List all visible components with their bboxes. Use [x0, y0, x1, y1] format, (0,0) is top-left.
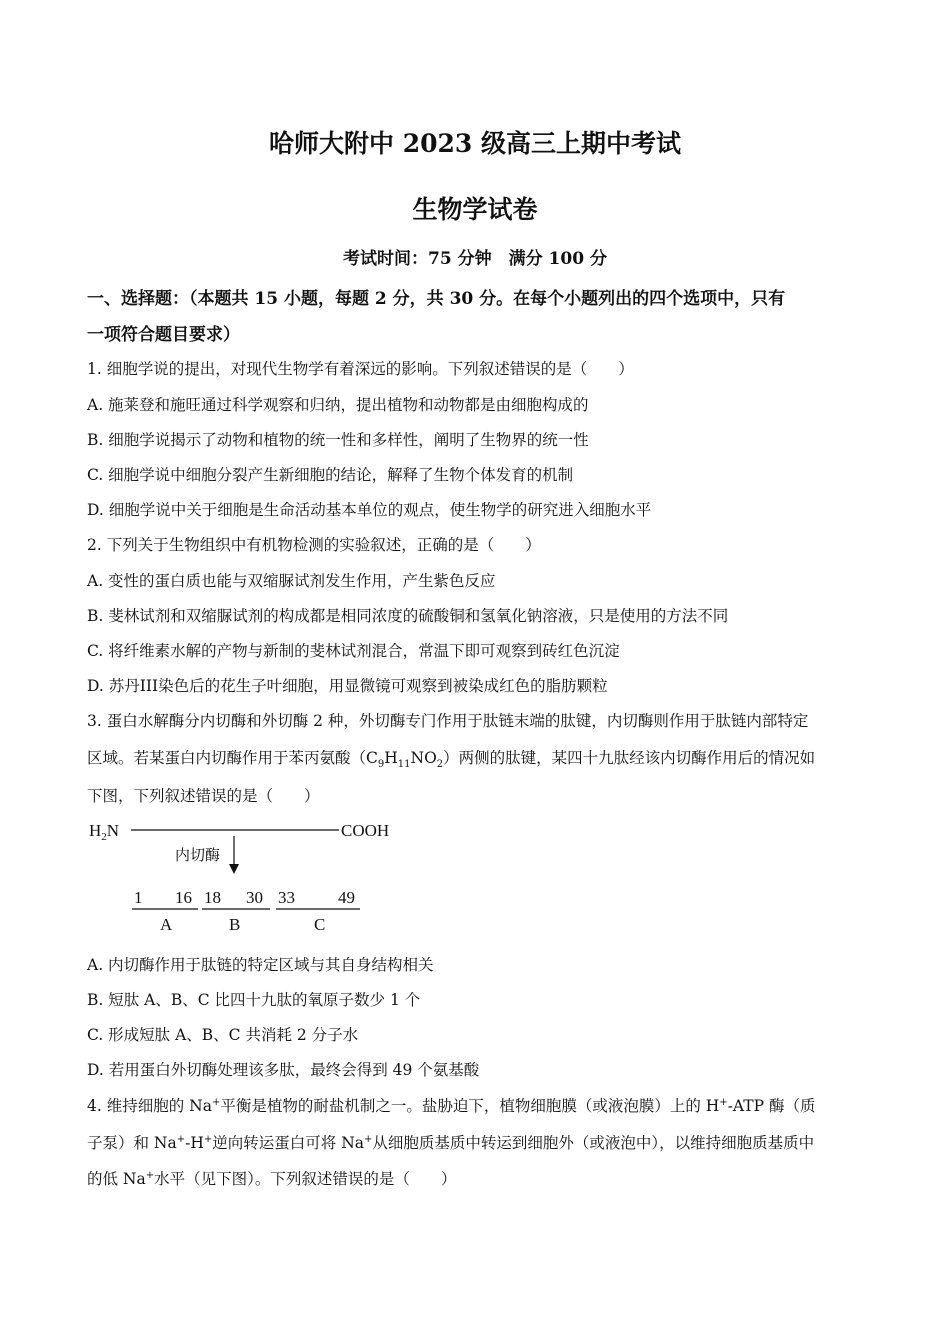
q1-option-a: A. 施莱登和施旺通过科学观察和归纳，提出植物和动物都是由细胞构成的: [87, 396, 589, 414]
section-heading-line1: 一、选择题：（本题共 15 小题，每题 2 分，共 30 分。在每个小题列出的四个选项中，只有: [87, 289, 786, 309]
subject-title: 生物学试卷: [412, 195, 538, 224]
segment-a-label: A: [160, 915, 173, 934]
q2-option-b: B. 斐林试剂和双缩脲试剂的构成都是相同浓度的硫酸铜和氢氧化钠溶液，只是使用的方法不同: [87, 607, 729, 625]
q3-option-b: B. 短肽 A、B、C 比四十九肽的氧原子数少 1 个: [87, 991, 421, 1009]
segment-b-end: 30: [246, 888, 263, 907]
q4-stem-line2: 子泵）和 Na+-H+逆向转运蛋白可将 Na+从细胞质基质中转运到细胞外（或液泡中），以维持细胞质基质中: [87, 1133, 815, 1152]
q2-option-c: C. 将纤维素水解的产物与新制的斐林试剂混合，常温下即可观察到砖红色沉淀: [87, 642, 620, 660]
segment-c-start: 33: [278, 888, 295, 907]
q2-stem: 2. 下列关于生物组织中有机物检测的实验叙述，正确的是（ ）: [87, 536, 541, 554]
section-heading-line2: 一项符合题目要求）: [87, 325, 240, 345]
q3-stem-line2: 区域。若某蛋白内切酶作用于苯丙氨酸$(C_9H_{11}NO_2)$两侧的肽键，某四十九肽经该内切酶作用后的情况如: [87, 749, 816, 771]
segment-b-label: B: [229, 915, 241, 934]
segment-c-end: 49: [338, 888, 355, 907]
q3-option-c: C. 形成短肽 A、B、C 共消耗 2 分子水: [87, 1026, 359, 1044]
peptide-diagram: [87, 814, 427, 944]
q3-stem-line1: 3. 蛋白水解酶分内切酶和外切酶 2 种，外切酶专门作用于肽链末端的肽键，内切酶则作用于肽链内部特定: [87, 712, 809, 730]
segment-a-end: 16: [175, 888, 192, 907]
q1-option-b: B. 细胞学说揭示了动物和植物的统一性和多样性，阐明了生物界的统一性: [87, 431, 589, 449]
amino-terminus: $H_2N$: [89, 821, 120, 843]
peptide-diagram-svg: [87, 814, 427, 944]
exam-info: 考试时间：75 分钟 满分 100 分: [343, 249, 607, 269]
enzyme-arrow-head: [229, 864, 239, 874]
q4-stem-line3: 的低 Na+水平（见下图）。下列叙述错误的是（ ）: [87, 1169, 457, 1188]
segment-a-start: 1: [134, 888, 143, 907]
q2-option-a: A. 变性的蛋白质也能与双缩脲试剂发生作用，产生紫色反应: [87, 572, 496, 590]
q2-option-d: D. 苏丹III染色后的花生子叶细胞，用显微镜可观察到被染成红色的脂肪颗粒: [87, 677, 608, 695]
q1-option-d: D. 细胞学说中关于细胞是生命活动基本单位的观点，使生物学的研究进入细胞水平: [87, 501, 652, 519]
segment-c-label: C: [314, 915, 326, 934]
q1-option-c: C. 细胞学说中细胞分裂产生新细胞的结论，解释了生物个体发育的机制: [87, 466, 574, 484]
segment-b-start: 18: [204, 888, 221, 907]
exam-title: 哈师大附中 2023 级高三上期中考试: [269, 129, 681, 158]
q3-option-a: A. 内切酶作用于肽链的特定区域与其自身结构相关: [87, 956, 434, 974]
q1-stem: 1. 细胞学说的提出，对现代生物学有着深远的影响。下列叙述错误的是（ ）: [87, 360, 634, 378]
enzyme-label: 内切酶: [175, 846, 221, 864]
q4-stem-line1: 4. 维持细胞的 Na+平衡是植物的耐盐机制之一。盐胁迫下，植物细胞膜（或液泡膜）上的 H+-ATP 酶（质: [87, 1096, 816, 1115]
carboxyl-terminus: COOH: [341, 821, 390, 840]
q3-option-d: D. 若用蛋白外切酶处理该多肽，最终会得到 49 个氨基酸: [87, 1061, 480, 1079]
q3-stem-line3: 下图，下列叙述错误的是（ ）: [87, 787, 320, 805]
